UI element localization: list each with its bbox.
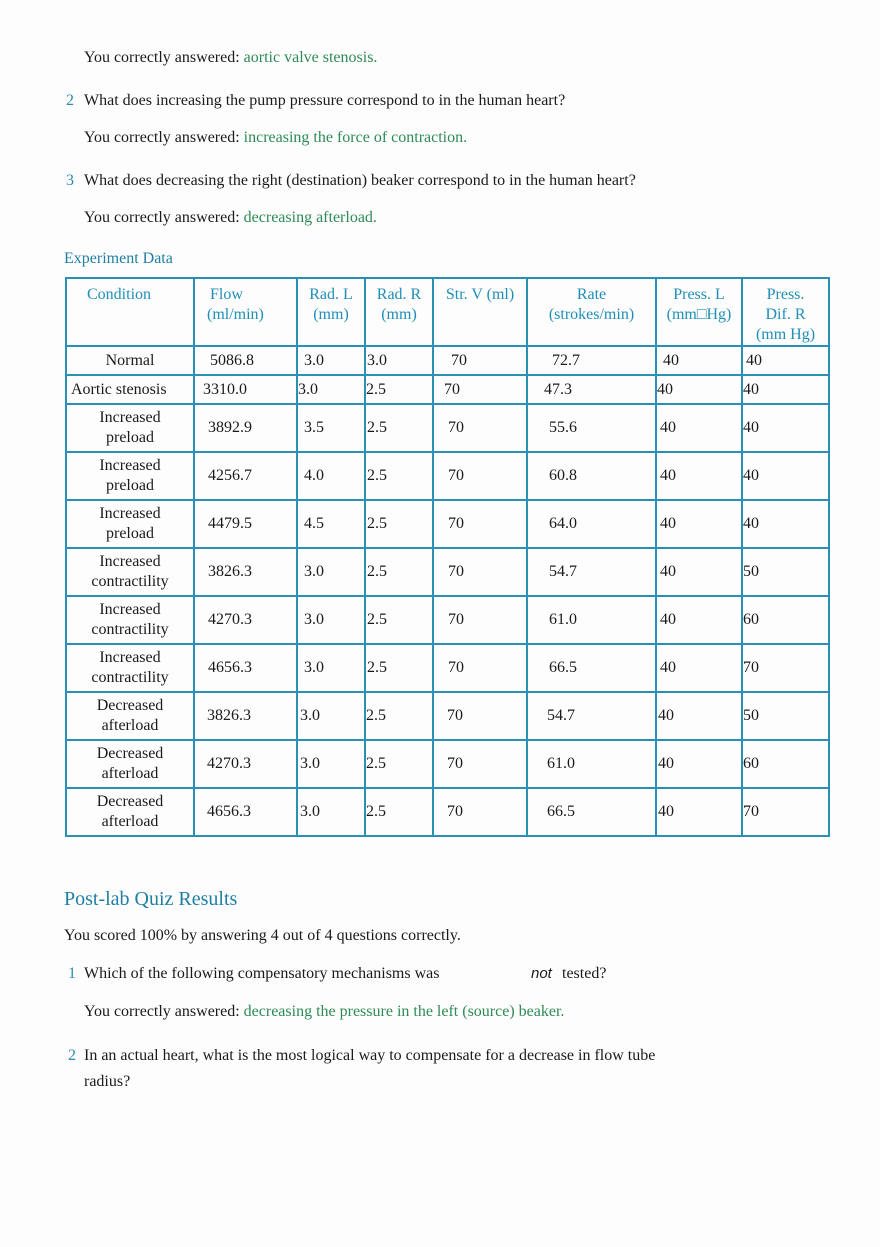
cell-rad-l: 3.0 xyxy=(297,596,365,644)
cell-press-r: 40 xyxy=(742,346,829,375)
cell-rad-r: 2.5 xyxy=(365,500,433,548)
cell-condition: Increased preload xyxy=(66,452,194,500)
cell-press-l: 40 xyxy=(656,452,742,500)
cell-str-v: 70 xyxy=(433,548,527,596)
cell-rad-l: 3.0 xyxy=(297,740,365,788)
cell-str-v: 70 xyxy=(433,346,527,375)
cell-press-r: 50 xyxy=(742,692,829,740)
question-text-continued: radius? xyxy=(84,1073,131,1090)
cell-rad-l: 3.0 xyxy=(297,375,365,404)
cell-condition: Increased contractility xyxy=(66,644,194,692)
cell-flow: 4656.3 xyxy=(194,644,297,692)
cell-rad-l: 3.5 xyxy=(297,404,365,452)
answer-line xyxy=(84,128,467,148)
header-rad-l: Rad. L (mm) xyxy=(297,278,365,346)
cell-condition: Normal xyxy=(66,346,194,375)
cell-rad-r: 2.5 xyxy=(365,788,433,836)
cell-press-r: 60 xyxy=(742,596,829,644)
cell-flow: 3826.3 xyxy=(194,692,297,740)
cell-str-v: 70 xyxy=(433,740,527,788)
cell-str-v: 70 xyxy=(433,596,527,644)
header-flow: Flow (ml/min) xyxy=(194,278,297,346)
cell-press-r: 70 xyxy=(742,788,829,836)
table-row xyxy=(66,346,829,375)
table-row xyxy=(66,788,829,836)
answer-prefix: You correctly answered: xyxy=(84,209,240,226)
cell-flow: 3310.0 xyxy=(194,375,297,404)
cell-flow: 4479.5 xyxy=(194,500,297,548)
cell-condition: Increased contractility xyxy=(66,548,194,596)
cell-str-v: 70 xyxy=(433,644,527,692)
cell-press-l: 40 xyxy=(656,644,742,692)
cell-rate: 54.7 xyxy=(527,692,656,740)
answer-text: decreasing the pressure in the left (source) beaker. xyxy=(243,1003,565,1020)
answer-text: decreasing afterload. xyxy=(243,209,377,226)
question-text: In an actual heart, what is the most logical way to compensate for a decrease in flow tube xyxy=(84,1047,656,1064)
cell-flow: 4270.3 xyxy=(194,596,297,644)
cell-rad-r: 2.5 xyxy=(365,596,433,644)
experiment-data-table xyxy=(65,277,830,837)
cell-condition: Increased preload xyxy=(66,500,194,548)
cell-press-l: 40 xyxy=(656,692,742,740)
cell-condition: Aortic stenosis xyxy=(66,375,194,404)
table-row xyxy=(66,740,829,788)
cell-rad-l: 3.0 xyxy=(297,692,365,740)
question-text: Which of the following compensatory mechanisms was xyxy=(84,965,440,982)
question-text: What does decreasing the right (destination) beaker correspond to in the human heart? xyxy=(84,172,636,189)
cell-press-l: 40 xyxy=(656,404,742,452)
cell-rad-r: 2.5 xyxy=(365,375,433,404)
cell-rate: 66.5 xyxy=(527,788,656,836)
postlab-title: Post-lab Quiz Results xyxy=(64,888,238,910)
cell-rad-l: 4.0 xyxy=(297,452,365,500)
cell-flow: 4256.7 xyxy=(194,452,297,500)
cell-press-l: 40 xyxy=(656,548,742,596)
cell-rad-r: 2.5 xyxy=(365,548,433,596)
cell-rad-l: 3.0 xyxy=(297,788,365,836)
table-header-row xyxy=(66,278,829,346)
answer-text: increasing the force of contraction. xyxy=(243,129,468,146)
cell-rate: 61.0 xyxy=(527,596,656,644)
question-number: 3 xyxy=(66,172,74,189)
cell-rate: 55.6 xyxy=(527,404,656,452)
answer-prefix: You correctly answered: xyxy=(84,49,240,66)
cell-rad-r: 2.5 xyxy=(365,404,433,452)
table-row xyxy=(66,404,829,452)
table-row xyxy=(66,548,829,596)
header-press-l: Press. L (mm□Hg) xyxy=(656,278,742,346)
cell-press-l: 40 xyxy=(656,346,742,375)
table-row xyxy=(66,596,829,644)
answer-line xyxy=(84,48,377,68)
cell-rate: 72.7 xyxy=(527,346,656,375)
cell-rad-r: 2.5 xyxy=(365,740,433,788)
cell-rate: 47.3 xyxy=(527,375,656,404)
cell-rad-r: 2.5 xyxy=(365,452,433,500)
cell-press-l: 40 xyxy=(656,788,742,836)
table-row xyxy=(66,500,829,548)
table-row xyxy=(66,375,829,404)
question-number: 2 xyxy=(68,1047,76,1064)
cell-press-r: 50 xyxy=(742,548,829,596)
cell-press-r: 70 xyxy=(742,644,829,692)
cell-flow: 5086.8 xyxy=(194,346,297,375)
cell-press-r: 60 xyxy=(742,740,829,788)
table-row xyxy=(66,692,829,740)
cell-str-v: 70 xyxy=(433,452,527,500)
header-rate: Rate (strokes/min) xyxy=(527,278,656,346)
question-emphasis: not xyxy=(531,965,552,982)
cell-condition: Decreased afterload xyxy=(66,692,194,740)
cell-press-r: 40 xyxy=(742,375,829,404)
cell-press-l: 40 xyxy=(656,596,742,644)
cell-flow: 4656.3 xyxy=(194,788,297,836)
question-number: 2 xyxy=(66,92,74,109)
cell-str-v: 70 xyxy=(433,500,527,548)
answer-prefix: You correctly answered: xyxy=(84,1003,240,1020)
cell-rate: 60.8 xyxy=(527,452,656,500)
cell-press-r: 40 xyxy=(742,452,829,500)
cell-condition: Increased preload xyxy=(66,404,194,452)
answer-text: aortic valve stenosis. xyxy=(243,49,378,66)
cell-rad-l: 3.0 xyxy=(297,346,365,375)
cell-rate: 66.5 xyxy=(527,644,656,692)
score-text: You scored 100% by answering 4 out of 4 questions correctly. xyxy=(64,927,461,944)
cell-rad-l: 3.0 xyxy=(297,644,365,692)
cell-condition: Decreased afterload xyxy=(66,740,194,788)
table-row xyxy=(66,452,829,500)
experiment-data-title: Experiment Data xyxy=(64,250,173,267)
cell-press-l: 40 xyxy=(656,375,742,404)
question-text: What does increasing the pump pressure correspond to in the human heart? xyxy=(84,92,566,109)
cell-rate: 64.0 xyxy=(527,500,656,548)
table-row xyxy=(66,644,829,692)
cell-condition: Increased contractility xyxy=(66,596,194,644)
answer-line xyxy=(84,208,377,228)
cell-flow: 4270.3 xyxy=(194,740,297,788)
cell-str-v: 70 xyxy=(433,692,527,740)
header-rad-r: Rad. R (mm) xyxy=(365,278,433,346)
cell-rad-r: 3.0 xyxy=(365,346,433,375)
cell-flow: 3826.3 xyxy=(194,548,297,596)
cell-rad-l: 4.5 xyxy=(297,500,365,548)
cell-press-l: 40 xyxy=(656,500,742,548)
question-number: 1 xyxy=(68,965,76,982)
header-press-r: Press. Dif. R (mm Hg) xyxy=(742,278,829,346)
header-condition: Condition xyxy=(66,278,194,346)
cell-rad-r: 2.5 xyxy=(365,692,433,740)
cell-condition: Decreased afterload xyxy=(66,788,194,836)
answer-line xyxy=(84,1002,564,1022)
cell-rate: 54.7 xyxy=(527,548,656,596)
header-str-v: Str. V (ml) xyxy=(433,278,527,346)
cell-str-v: 70 xyxy=(433,375,527,404)
cell-str-v: 70 xyxy=(433,788,527,836)
cell-press-r: 40 xyxy=(742,404,829,452)
cell-str-v: 70 xyxy=(433,404,527,452)
cell-flow: 3892.9 xyxy=(194,404,297,452)
cell-rad-l: 3.0 xyxy=(297,548,365,596)
cell-press-l: 40 xyxy=(656,740,742,788)
question-text-end: tested? xyxy=(562,965,607,982)
cell-rate: 61.0 xyxy=(527,740,656,788)
cell-rad-r: 2.5 xyxy=(365,644,433,692)
cell-press-r: 40 xyxy=(742,500,829,548)
answer-prefix: You correctly answered: xyxy=(84,129,240,146)
